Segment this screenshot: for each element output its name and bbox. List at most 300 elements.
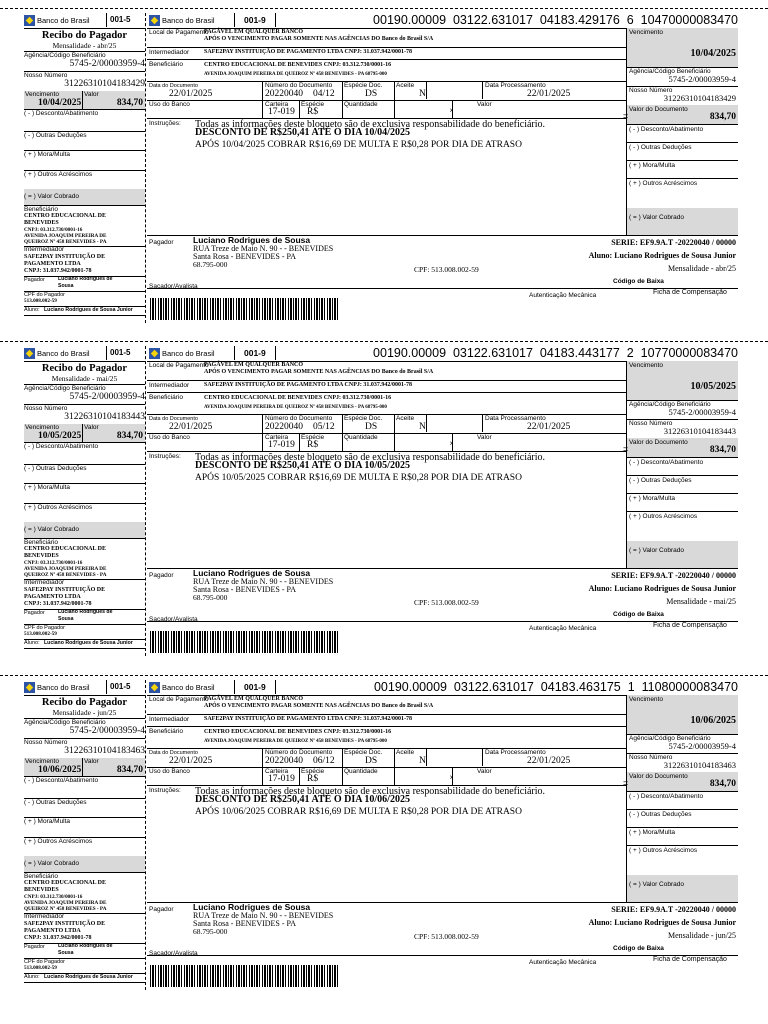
quantidade-label: Quantidade (344, 768, 378, 775)
aluno-value: Aluno: Luciano Rodrigues de Sousa Junior (588, 918, 736, 927)
carteira-value: 17-019 (268, 107, 295, 117)
instrucoes-label: Instruções: (149, 120, 181, 127)
ficha-compensacao (147, 346, 738, 676)
agencia-value: 5745-2/00003959-4 (668, 407, 736, 417)
bank-logo (24, 15, 90, 26)
agencia-value: 5745-2/00003959-4 (69, 392, 145, 402)
nosso-numero-label: Nosso Número (629, 754, 673, 761)
pagador-label: Pagador (24, 610, 45, 616)
especie-doc-value: DS (365, 756, 378, 766)
beneficiario-address-1: AVENIDA JOAQUIM PEREIRA DE (24, 900, 107, 906)
agencia-label: Agência/Código Beneficiário (24, 719, 106, 726)
recibo-pagador (24, 680, 145, 1010)
nosso-numero-label: Nosso Número (24, 739, 68, 746)
outras-deducoes-label: ( - ) Outras Deduções (629, 811, 692, 818)
bank-logo (149, 15, 215, 26)
desconto-label: ( - ) Desconto/Abatimento (629, 793, 704, 800)
sacador-label: Sacador/Avalista (149, 283, 198, 290)
nosso-numero-value: 31226310104183443 (663, 426, 736, 436)
ficha-compensacao (147, 13, 738, 343)
bank-name: Banco do Brasil (162, 349, 215, 358)
numero-documento-value: 20220040 (265, 89, 303, 99)
boleto-slip (0, 13, 768, 343)
recibo-title: Recibo do Pagador (41, 363, 128, 374)
vencimento-label: Vencimento (629, 29, 663, 36)
vencimento-label: Vencimento (629, 362, 663, 369)
pagador-address-2: Santa Rosa - BENEVIDES - PA (193, 585, 297, 594)
x-mark: x (450, 108, 453, 114)
codigo-baixa-label: Código de Baixa (613, 945, 664, 952)
intermediador-name-2: PAGAMENTO LTDA (24, 261, 81, 267)
especie-label: Espécie (301, 101, 325, 108)
agencia-label: Agência/Código Beneficiário (629, 735, 711, 742)
nosso-numero-value: 31226310104183429 (64, 79, 145, 89)
intermediador-name-2: PAGAMENTO LTDA (24, 594, 81, 600)
beneficiario-value: CENTRO EDUCACIONAL DE BENEVIDES CNPJ: 03.312.730/0001-16 (204, 62, 392, 68)
bank-logo (149, 682, 215, 693)
pagador-name: Luciano Rodrigues de Sousa (193, 235, 311, 245)
data-documento-label: Data do Documento (149, 750, 198, 756)
ficha-label: Ficha de Compensação (653, 289, 727, 296)
recibo-pagador (24, 346, 145, 676)
agencia-value: 5745-2/00003959-4 (668, 74, 736, 84)
recibo-pagador (24, 13, 145, 343)
beneficiario-address-1: AVENIDA JOAQUIM PEREIRA DE (24, 233, 107, 239)
pagador-name-1: Luciano Rodrigues de (58, 943, 113, 949)
instrucoes-multa: APÓS 10/06/2025 COBRAR R$16,69 DE MULTA E R$0,28 POR DIA DE ATRASO (195, 807, 522, 817)
valor-cobrado-label: ( = ) Valor Cobrado (629, 214, 684, 221)
bank-code: 001-5 (110, 15, 131, 24)
bank-logo (149, 348, 215, 359)
aceite-label: Aceite (396, 415, 415, 422)
aluno-value: Luciano Rodrigues de Sousa Junior (44, 640, 133, 646)
nosso-numero-value: 31226310104183429 (663, 93, 736, 103)
bank-code: 001-9 (244, 348, 266, 358)
especie-doc-label: Espécie Doc. (344, 415, 383, 422)
pagador-label: Pagador (24, 277, 45, 283)
beneficiario-endereco: AVENIDA JOAQUIM PEREIRA DE QUEIROZ Nº 458 BENEVIDES - PA 68795-000 (204, 739, 387, 744)
outros-acrescimos-label: ( + ) Outros Acréscimos (629, 180, 698, 187)
equals-mark: = (623, 778, 629, 788)
valor-documento-value: 834,70 (709, 445, 736, 455)
outros-acrescimos-label: ( + ) Outros Acréscimos (24, 838, 93, 845)
equals-mark: = (623, 111, 629, 121)
beneficiario-name-2: BENEVIDES (24, 553, 59, 559)
uso-banco-label: Uso do Banco (149, 101, 190, 108)
especie-label: Espécie (301, 434, 325, 441)
outros-acrescimos-label: ( + ) Outros Acréscimos (629, 847, 698, 854)
beneficiario-label: Beneficiário (149, 728, 183, 735)
autenticacao-label: Autenticação Mecânica (529, 292, 597, 299)
data-documento-value: 22/01/2025 (169, 89, 213, 99)
agencia-label: Agência/Código Beneficiário (24, 52, 106, 59)
pagador-name: Luciano Rodrigues de Sousa (193, 902, 311, 912)
beneficiario-value: CENTRO EDUCACIONAL DE BENEVIDES CNPJ: 03.312.730/0001-16 (204, 395, 392, 401)
valor-label: Valor (84, 91, 99, 98)
data-processamento-value: 22/01/2025 (527, 89, 571, 99)
especie-doc-label: Espécie Doc. (344, 749, 383, 756)
intermediador-cnpj: CNPJ: 31.037.942/0001-78 (24, 935, 92, 941)
vencimento-value: 10/04/2025 (38, 98, 82, 108)
beneficiario-endereco: AVENIDA JOAQUIM PEREIRA DE QUEIROZ Nº 458 BENEVIDES - PA 68795-000 (204, 72, 387, 77)
pagador-name-1: Luciano Rodrigues de (58, 609, 113, 615)
data-documento-value: 22/01/2025 (169, 756, 213, 766)
valor-documento-value: 834,70 (709, 779, 736, 789)
sacador-label: Sacador/Avalista (149, 950, 198, 957)
aceite-label: Aceite (396, 749, 415, 756)
intermediador-name-2: PAGAMENTO LTDA (24, 928, 81, 934)
nosso-numero-label: Nosso Número (24, 405, 68, 412)
beneficiario-label: Beneficiário (24, 539, 58, 546)
data-processamento-value: 22/01/2025 (527, 756, 571, 766)
cut-separator (145, 346, 146, 656)
serie-value: SERIE: EF9.9A.T -20220040 / 00000 (611, 238, 736, 247)
intermediador-name-1: SAFE2PAY INSTITUIÇÃO DE (24, 587, 106, 593)
pagador-cep: 68.795-000 (193, 260, 228, 269)
valor-label: Valor (477, 101, 492, 108)
local-pagamento-line2: APÓS O VENCIMENTO PAGAR SOMENTE NAS AGÊNCIAS DO Banco do Brasil S/A (204, 703, 434, 709)
beneficiario-name-1: CENTRO EDUCACIONAL DE (24, 546, 107, 552)
mensalidade-ref: Mensalidade - mai/25 (666, 597, 736, 606)
beneficiario-name-2: BENEVIDES (24, 220, 59, 226)
intermediador-name-1: SAFE2PAY INSTITUIÇÃO DE (24, 921, 106, 927)
pagador-name-2: Sousa (58, 283, 74, 289)
ficha-label: Ficha de Compensação (653, 956, 727, 963)
mensalidade-ref: Mensalidade - abr/25 (668, 264, 736, 273)
pagador-address-1: RUA Treze de Maio N. 90 - - BENEVIDES (193, 911, 334, 920)
mensalidade-ref: Mensalidade - jun/25 (668, 931, 736, 940)
bank-name: Banco do Brasil (37, 349, 90, 358)
intermediador-label: Intermediador (149, 382, 190, 389)
agencia-value: 5745-2/00003959-4 (69, 726, 145, 736)
uso-banco-label: Uso do Banco (149, 768, 190, 775)
boleto-slip (0, 680, 768, 1010)
beneficiario-label: Beneficiário (24, 206, 58, 213)
beneficiario-label: Beneficiário (24, 873, 58, 880)
barcode (150, 631, 340, 653)
cpf-pagador-value: 513.008.002-59 (24, 298, 57, 304)
linha-digitavel: 00190.00009 03122.631017 04183.443177 2 10770000083470 (373, 346, 738, 360)
data-documento-label: Data do Documento (149, 83, 198, 89)
vencimento-value: 10/05/2025 (690, 381, 736, 392)
valor-documento-value: 834,70 (709, 112, 736, 122)
outras-deducoes-label: ( - ) Outras Deduções (629, 144, 692, 151)
instrucoes-line1: Todas as informações deste bloqueto são de exclusiva responsabilidade do beneficiário. (195, 119, 546, 130)
serie-value: SERIE: EF9.9A.T -20220040 / 00000 (611, 905, 736, 914)
vencimento-value: 10/06/2025 (690, 715, 736, 726)
aluno-label: Aluno: (24, 974, 40, 980)
banco-do-brasil-icon (149, 348, 160, 359)
local-pagamento-line1: PAGÁVEL EM QUALQUER BANCO (204, 29, 304, 35)
numero-documento-label: Número do Documento (265, 749, 333, 756)
desconto-label: ( - ) Desconto/Abatimento (24, 777, 99, 784)
pagador-cep: 68.795-000 (193, 593, 228, 602)
pagador-label: Pagador (149, 572, 174, 579)
mora-label: ( + ) Mora/Multa (24, 151, 71, 158)
recibo-title: Recibo do Pagador (41, 30, 128, 41)
outros-acrescimos-label: ( + ) Outros Acréscimos (629, 513, 698, 520)
mora-label: ( + ) Mora/Multa (629, 495, 676, 502)
carteira-label: Carteira (265, 768, 289, 775)
beneficiario-address-2: QUEIROZ Nº 458 BENEVIDES - PA (24, 239, 107, 245)
pagador-label: Pagador (149, 906, 174, 913)
intermediador-label: Intermediador (24, 246, 65, 253)
valor-label: Valor (84, 758, 99, 765)
aceite-label: Aceite (396, 82, 415, 89)
nosso-numero-label: Nosso Número (629, 420, 673, 427)
pagador-name-2: Sousa (58, 616, 74, 622)
banco-do-brasil-icon (149, 15, 160, 26)
local-pagamento-line2: APÓS O VENCIMENTO PAGAR SOMENTE NAS AGÊNCIAS DO Banco do Brasil S/A (204, 369, 434, 375)
recibo-title: Recibo do Pagador (41, 697, 128, 708)
parcela-value: 04/12 (313, 89, 335, 99)
intermediador-label: Intermediador (149, 49, 190, 56)
bank-code: 001-5 (110, 348, 131, 357)
beneficiario-address-1: AVENIDA JOAQUIM PEREIRA DE (24, 566, 107, 572)
instrucoes-line1: Todas as informações deste bloqueto são de exclusiva responsabilidade do beneficiário. (195, 452, 546, 463)
pagador-label: Pagador (24, 944, 45, 950)
agencia-value: 5745-2/00003959-4 (668, 741, 736, 751)
aceite-value: N (419, 756, 426, 766)
instrucoes-multa: APÓS 10/05/2025 COBRAR R$16,69 DE MULTA E R$0,28 POR DIA DE ATRASO (195, 473, 522, 483)
beneficiario-cnpj: CNPJ: 03.312.730/0001-16 (24, 227, 83, 233)
desconto-label: ( - ) Desconto/Abatimento (629, 459, 704, 466)
valor-cobrado-label: ( = ) Valor Cobrado (24, 526, 79, 533)
intermediador-label: Intermediador (149, 716, 190, 723)
carteira-label: Carteira (265, 434, 289, 441)
barcode (150, 298, 340, 320)
outros-acrescimos-label: ( + ) Outros Acréscimos (24, 171, 93, 178)
cpf-pagador-value: 513.008.002-59 (24, 965, 57, 971)
intermediador-cnpj: CNPJ: 31.037.942/0001-78 (24, 268, 92, 274)
valor-cobrado-label: ( = ) Valor Cobrado (24, 860, 79, 867)
bank-name: Banco do Brasil (162, 683, 215, 692)
desconto-label: ( - ) Desconto/Abatimento (629, 126, 704, 133)
codigo-baixa-label: Código de Baixa (613, 611, 664, 618)
local-pagamento-line1: PAGÁVEL EM QUALQUER BANCO (204, 696, 304, 702)
instrucoes-label: Instruções: (149, 453, 181, 460)
codigo-baixa-label: Código de Baixa (613, 278, 664, 285)
parcela-value: 05/12 (313, 422, 335, 432)
mora-label: ( + ) Mora/Multa (629, 162, 676, 169)
pagador-address-2: Santa Rosa - BENEVIDES - PA (193, 919, 297, 928)
beneficiario-name-1: CENTRO EDUCACIONAL DE (24, 880, 107, 886)
beneficiario-value: CENTRO EDUCACIONAL DE BENEVIDES CNPJ: 03.312.730/0001-16 (204, 729, 392, 735)
outros-acrescimos-label: ( + ) Outros Acréscimos (24, 504, 93, 511)
ficha-label: Ficha de Compensação (653, 622, 727, 629)
numero-documento-label: Número do Documento (265, 415, 333, 422)
nosso-numero-label: Nosso Número (24, 72, 68, 79)
x-mark: x (450, 775, 453, 781)
numero-documento-value: 20220040 (265, 756, 303, 766)
bank-name: Banco do Brasil (37, 16, 90, 25)
valor-label: Valor (477, 768, 492, 775)
data-documento-label: Data do Documento (149, 416, 198, 422)
bank-logo (24, 682, 90, 693)
nosso-numero-label: Nosso Número (629, 87, 673, 94)
local-pagamento-line2: APÓS O VENCIMENTO PAGAR SOMENTE NAS AGÊNCIAS DO Banco do Brasil S/A (204, 36, 434, 42)
banco-do-brasil-icon (24, 348, 35, 359)
vencimento-label: Vencimento (629, 696, 663, 703)
beneficiario-label: Beneficiário (149, 61, 183, 68)
intermediador-label: Intermediador (24, 913, 65, 920)
aceite-value: N (419, 422, 426, 432)
intermediador-label: Intermediador (24, 579, 65, 586)
autenticacao-label: Autenticação Mecânica (529, 625, 597, 632)
cpf-pagador-label: CPF do Pagador (24, 625, 65, 631)
mora-label: ( + ) Mora/Multa (629, 829, 676, 836)
valor-label: Valor (84, 424, 99, 431)
nosso-numero-value: 31226310104183443 (64, 412, 145, 422)
banco-do-brasil-icon (24, 15, 35, 26)
bank-name: Banco do Brasil (37, 683, 90, 692)
nosso-numero-value: 31226310104183463 (64, 746, 145, 756)
agencia-label: Agência/Código Beneficiário (24, 385, 106, 392)
vencimento-value: 10/04/2025 (690, 48, 736, 59)
pagador-name-2: Sousa (58, 950, 74, 956)
bank-name: Banco do Brasil (162, 16, 215, 25)
pagador-address-1: RUA Treze de Maio N. 90 - - BENEVIDES (193, 577, 334, 586)
beneficiario-cnpj: CNPJ: 03.312.730/0001-16 (24, 560, 83, 566)
local-pagamento-line1: PAGÁVEL EM QUALQUER BANCO (204, 362, 304, 368)
pagador-cpf: CPF: 513.008.002-59 (414, 598, 479, 607)
especie-value: R$ (307, 774, 319, 784)
instrucoes-multa: APÓS 10/04/2025 COBRAR R$16,69 DE MULTA E R$0,28 POR DIA DE ATRASO (195, 140, 522, 150)
ficha-compensacao (147, 680, 738, 1010)
vencimento-label: Vencimento (25, 758, 59, 765)
pagador-address-2: Santa Rosa - BENEVIDES - PA (193, 252, 297, 261)
beneficiario-endereco: AVENIDA JOAQUIM PEREIRA DE QUEIROZ Nº 458 BENEVIDES - PA 68795-000 (204, 405, 387, 410)
cut-line (0, 675, 768, 676)
valor-cobrado-label: ( = ) Valor Cobrado (629, 547, 684, 554)
numero-documento-value: 20220040 (265, 422, 303, 432)
vencimento-label: Vencimento (25, 424, 59, 431)
outras-deducoes-label: ( - ) Outras Deduções (24, 465, 87, 472)
carteira-label: Carteira (265, 101, 289, 108)
quantidade-label: Quantidade (344, 434, 378, 441)
intermediador-value: SAFE2PAY INSTITUIÇÃO DE PAGAMENTO LTDA CNPJ: 31.037.942/0001-78 (204, 716, 413, 722)
linha-digitavel: 00190.00009 03122.631017 04183.429176 6 10470000083470 (373, 13, 738, 27)
mora-label: ( + ) Mora/Multa (24, 484, 71, 491)
intermediador-cnpj: CNPJ: 31.037.942/0001-78 (24, 601, 92, 607)
especie-doc-value: DS (365, 89, 378, 99)
pagador-name: Luciano Rodrigues de Sousa (193, 568, 311, 578)
cpf-pagador-value: 513.008.002-59 (24, 631, 57, 637)
aluno-value: Aluno: Luciano Rodrigues de Sousa Junior (588, 251, 736, 260)
barcode (150, 965, 340, 987)
aluno-value: Aluno: Luciano Rodrigues de Sousa Junior (588, 584, 736, 593)
nosso-numero-value: 31226310104183463 (663, 760, 736, 770)
desconto-label: ( - ) Desconto/Abatimento (24, 110, 99, 117)
desconto-label: ( - ) Desconto/Abatimento (24, 443, 99, 450)
valor-documento-label: Valor do Documento (629, 773, 688, 780)
intermediador-value: SAFE2PAY INSTITUIÇÃO DE PAGAMENTO LTDA CNPJ: 31.037.942/0001-78 (204, 49, 413, 55)
x-mark: x (450, 441, 453, 447)
aceite-value: N (419, 89, 426, 99)
data-documento-value: 22/01/2025 (169, 422, 213, 432)
especie-doc-label: Espécie Doc. (344, 82, 383, 89)
data-processamento-label: Data Processamento (485, 749, 546, 756)
agencia-label: Agência/Código Beneficiário (629, 68, 711, 75)
pagador-cpf: CPF: 513.008.002-59 (414, 265, 479, 274)
vencimento-value: 10/06/2025 (38, 765, 82, 775)
instrucoes-desconto: DESCONTO DE R$250,41 ATÉ O DIA 10/06/2025 (195, 794, 410, 805)
bank-logo (24, 348, 90, 359)
cut-line (0, 341, 768, 342)
agencia-label: Agência/Código Beneficiário (629, 401, 711, 408)
mensalidade-ref: Mensalidade - jun/25 (52, 708, 117, 717)
intermediador-value: SAFE2PAY INSTITUIÇÃO DE PAGAMENTO LTDA CNPJ: 31.037.942/0001-78 (204, 382, 413, 388)
valor-value: 834,70 (116, 765, 143, 775)
especie-label: Espécie (301, 768, 325, 775)
beneficiario-name-2: BENEVIDES (24, 887, 59, 893)
valor-documento-label: Valor do Documento (629, 439, 688, 446)
serie-value: SERIE: EF9.9A.T -20220040 / 00000 (611, 571, 736, 580)
quantidade-label: Quantidade (344, 101, 378, 108)
bank-code: 001-5 (110, 682, 131, 691)
beneficiario-label: Beneficiário (149, 394, 183, 401)
pagador-cep: 68.795-000 (193, 927, 228, 936)
vencimento-value: 10/05/2025 (38, 431, 82, 441)
instrucoes-desconto: DESCONTO DE R$250,41 ATÉ O DIA 10/05/2025 (195, 460, 410, 471)
autenticacao-label: Autenticação Mecânica (529, 959, 597, 966)
valor-cobrado-label: ( = ) Valor Cobrado (629, 881, 684, 888)
agencia-value: 5745-2/00003959-4 (69, 59, 145, 69)
cpf-pagador-label: CPF do Pagador (24, 959, 65, 965)
equals-mark: = (623, 444, 629, 454)
intermediador-name-1: SAFE2PAY INSTITUIÇÃO DE (24, 254, 106, 260)
cpf-pagador-label: CPF do Pagador (24, 292, 65, 298)
outras-deducoes-label: ( - ) Outras Deduções (24, 132, 87, 139)
bank-code: 001-9 (244, 682, 266, 692)
valor-documento-label: Valor do Documento (629, 106, 688, 113)
mensalidade-ref: Mensalidade - abr/25 (52, 41, 117, 50)
pagador-name-1: Luciano Rodrigues de (58, 276, 113, 282)
cut-separator (145, 13, 146, 323)
numero-documento-label: Número do Documento (265, 82, 333, 89)
uso-banco-label: Uso do Banco (149, 434, 190, 441)
instrucoes-label: Instruções: (149, 787, 181, 794)
aluno-label: Aluno: (24, 640, 40, 646)
aluno-value: Luciano Rodrigues de Sousa Junior (44, 307, 133, 313)
local-pagamento-label: Local de Pagamento (149, 696, 209, 703)
data-processamento-label: Data Processamento (485, 82, 546, 89)
data-processamento-value: 22/01/2025 (527, 422, 571, 432)
valor-value: 834,70 (116, 98, 143, 108)
outras-deducoes-label: ( - ) Outras Deduções (24, 799, 87, 806)
local-pagamento-label: Local de Pagamento (149, 29, 209, 36)
especie-doc-value: DS (365, 422, 378, 432)
pagador-label: Pagador (149, 239, 174, 246)
boleto-slip (0, 346, 768, 676)
pagador-address-1: RUA Treze de Maio N. 90 - - BENEVIDES (193, 244, 334, 253)
mensalidade-ref: Mensalidade - mai/25 (51, 374, 118, 383)
beneficiario-cnpj: CNPJ: 03.312.730/0001-16 (24, 894, 83, 900)
bank-code: 001-9 (244, 15, 266, 25)
cut-line (0, 8, 768, 9)
sacador-label: Sacador/Avalista (149, 616, 198, 623)
outras-deducoes-label: ( - ) Outras Deduções (629, 477, 692, 484)
especie-value: R$ (307, 440, 319, 450)
linha-digitavel: 00190.00009 03122.631017 04183.463175 1 11080000083470 (373, 680, 738, 694)
pagador-cpf: CPF: 513.008.002-59 (414, 932, 479, 941)
instrucoes-desconto: DESCONTO DE R$250,41 ATÉ O DIA 10/04/2025 (195, 127, 410, 138)
carteira-value: 17-019 (268, 440, 295, 450)
banco-do-brasil-icon (24, 682, 35, 693)
mora-label: ( + ) Mora/Multa (24, 818, 71, 825)
valor-cobrado-label: ( = ) Valor Cobrado (24, 193, 79, 200)
local-pagamento-label: Local de Pagamento (149, 362, 209, 369)
